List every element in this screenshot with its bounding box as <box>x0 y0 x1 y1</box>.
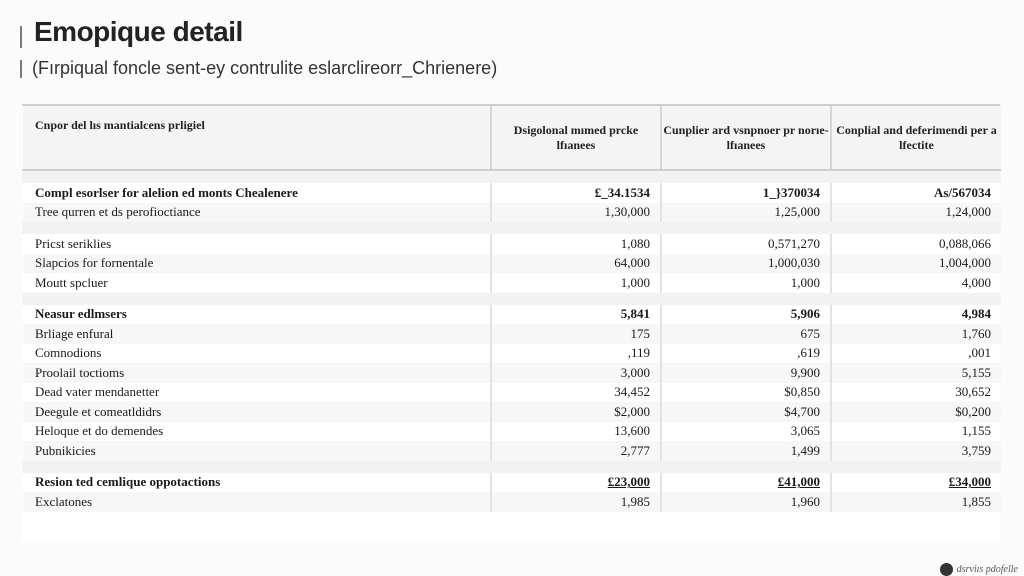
row-label: Resion ted cemlique oppotactions <box>35 474 221 490</box>
row-label: Neasur edlmsers <box>35 306 127 322</box>
row-label: Tree qurren et ds perofioctiance <box>23 203 491 223</box>
column-header-item: Cnpor del lıs mantialcens prligiel <box>23 106 491 170</box>
table-row <box>23 441 1001 461</box>
cell-value: 1,855 <box>831 492 1001 512</box>
table-row <box>23 422 1001 442</box>
column-header-deferred: Conplial and deferimendi per a lfectite <box>831 106 1001 170</box>
table-row <box>23 183 1001 203</box>
table-row <box>23 383 1001 403</box>
table-row <box>23 254 1001 274</box>
cell-value: 13,600 <box>491 422 661 442</box>
cell-value: 5,841 <box>491 305 661 325</box>
cell-value: 34,452 <box>491 383 661 403</box>
detail-table-panel <box>22 104 1000 540</box>
title-accent-bar <box>20 26 22 48</box>
cell-value: 5,906 <box>661 305 831 325</box>
page-title: Emopique detail <box>34 16 243 47</box>
cell-value: As/567034 <box>831 183 1001 203</box>
cell-value: 4,000 <box>831 273 1001 293</box>
cell-value: 1,985 <box>491 492 661 512</box>
cell-value: 64,000 <box>491 254 661 274</box>
cell-value: 1,000 <box>491 273 661 293</box>
cell-value: 1,080 <box>491 234 661 254</box>
cell-value: 1,960 <box>661 492 831 512</box>
cell-value: £23,000 <box>491 473 661 493</box>
row-label: Slapcios for fornentale <box>23 254 491 274</box>
table-row <box>23 273 1001 293</box>
cell-value: 1,000 <box>661 273 831 293</box>
cell-value: 1,155 <box>831 422 1001 442</box>
column-header-compliant: Cunplier ard vsnpnoer pr norıe-lfıanees <box>661 106 831 170</box>
table-row <box>23 363 1001 383</box>
row-label: Moutt spcluer <box>35 274 108 290</box>
cell-value: 2,777 <box>491 441 661 461</box>
table-row-total <box>23 473 1001 493</box>
cell-value: $0,850 <box>661 383 831 403</box>
cell-value: ,001 <box>831 344 1001 364</box>
watermark <box>940 563 1018 576</box>
cell-value: 1,000,030 <box>661 254 831 274</box>
row-label: Dead vater mendanetter <box>35 384 160 400</box>
cell-value: 675 <box>661 324 831 344</box>
cell-value: 1,499 <box>661 441 831 461</box>
section-spacer <box>23 170 1001 183</box>
cell-value: 1,25,000 <box>661 203 831 223</box>
row-label: Brliage enfural <box>23 324 491 344</box>
cell-value: 175 <box>491 324 661 344</box>
cell-value: £_34.1534 <box>491 183 661 203</box>
table-row <box>23 234 1001 254</box>
page-subtitle: (Fırpiqual foncle sent-ey contrulite eslarclireorr_Chrienere) <box>32 58 498 78</box>
cell-value: 1,24,000 <box>831 203 1001 223</box>
row-label: Pricst seriklies <box>35 235 112 251</box>
row-label: Comnodions <box>35 345 102 361</box>
cell-value: 3,000 <box>491 363 661 383</box>
cell-value: ,619 <box>661 344 831 364</box>
section-spacer <box>23 222 1001 234</box>
cell-value: 1,004,000 <box>831 254 1001 274</box>
column-header-designated: Dsigolonal mımed prcke lfıanees <box>491 106 661 170</box>
logo-icon <box>940 563 953 576</box>
cell-value: 1,30,000 <box>491 203 661 223</box>
cell-value: 30,652 <box>831 383 1001 403</box>
cell-value: 0,571,270 <box>661 234 831 254</box>
table-row <box>23 324 1001 344</box>
table-row <box>23 305 1001 325</box>
cell-value: 3,759 <box>831 441 1001 461</box>
subtitle-accent-bar <box>20 60 22 78</box>
section-spacer <box>23 293 1001 305</box>
table-row <box>23 402 1001 422</box>
cell-value: 9,900 <box>661 363 831 383</box>
row-label: Exclatones <box>23 492 491 512</box>
detail-table <box>22 106 1001 512</box>
row-label: Deegule et comeatldidrs <box>23 402 491 422</box>
table-header-row <box>23 106 1001 170</box>
watermark-text: dsrviıs pdofelle <box>956 563 1018 575</box>
table-row <box>23 492 1001 512</box>
cell-value: 1_}370034 <box>661 183 831 203</box>
cell-value: £41,000 <box>661 473 831 493</box>
cell-value: ,119 <box>491 344 661 364</box>
cell-value: 3,065 <box>661 422 831 442</box>
cell-value: $0,200 <box>831 402 1001 422</box>
table-row <box>23 344 1001 364</box>
row-label: Pubnikicies <box>23 441 491 461</box>
section-spacer <box>23 461 1001 473</box>
cell-value: 0,088,066 <box>831 234 1001 254</box>
row-label: Compl esorlser for alelion ed monts Chealenere <box>35 184 298 200</box>
row-label: Heloque et do demendes <box>35 423 164 439</box>
cell-value: 5,155 <box>831 363 1001 383</box>
row-label: Proolail toctioms <box>23 363 491 383</box>
cell-value: $4,700 <box>661 402 831 422</box>
cell-value: £34,000 <box>831 473 1001 493</box>
cell-value: 4,984 <box>831 305 1001 325</box>
cell-value: $2,000 <box>491 402 661 422</box>
cell-value: 1,760 <box>831 324 1001 344</box>
table-row <box>23 203 1001 223</box>
